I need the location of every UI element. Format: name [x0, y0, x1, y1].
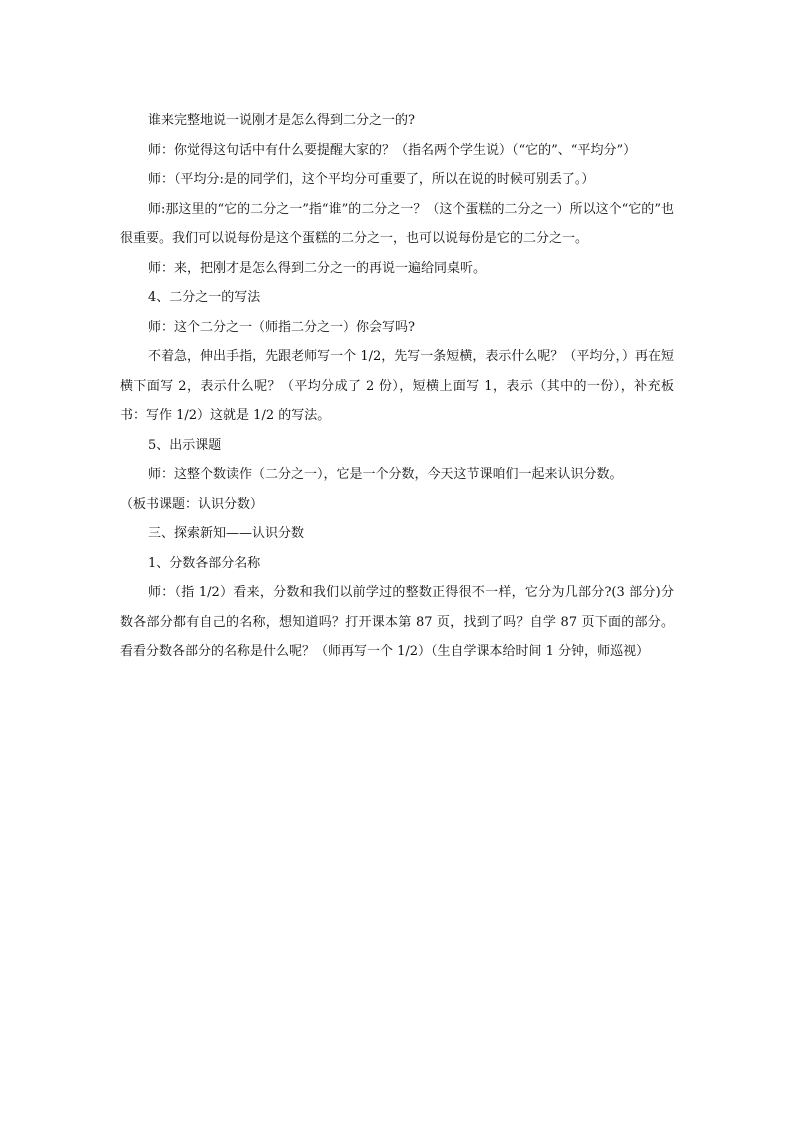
section-heading-show-topic: 5、出示课题 [148, 437, 222, 453]
section-heading-writing-half: 4、二分之一的写法 [148, 290, 261, 305]
paragraph-teacher-read-as: 师：这整个数读作（二分之一），它是一个分数，今天这节课咱们一起来认识分数。 [148, 467, 623, 482]
paragraph-question: 谁来完整地说一说刚才是怎么得到二分之一的? [148, 113, 415, 128]
paragraph-teacher-tell-partner: 师：来，把刚才是怎么得到二分之一的再说一遍给同桌听。 [148, 260, 487, 276]
section-heading-explore: 三、探索新知——认识分数 [148, 526, 305, 541]
paragraph-teacher-average: 师：（平均分:是的同学们，这个平均分可重要了，所以在说的时候可别丢了。） [148, 172, 595, 187]
paragraph-teacher-reminder: 师：你觉得这句话中有什么要提醒大家的？（指名两个学生说）（“它的”、“平均分”） [148, 142, 637, 158]
document-body [120, 106, 674, 667]
paragraph-teacher-fraction-parts: 师：（指 1/2）看来，分数和我们以前学过的整数正得很不一样，它分为几部分?(3 部分)分数各部分都有自己的名称，想知道吗？打开课本第 87 页，找到了吗？自学 87 页下面的部分。看看分数各部分的名称是什么呢？（师再写一个 1/2）（生自学课本给时间 1 分钟，师巡视） [120, 585, 674, 659]
section-heading-fraction-parts: 1、分数各部分名称 [148, 555, 261, 571]
paragraph-writing-steps: 不着急，伸出手指，先跟老师写一个 1/2，先写一条短横，表示什么呢？（平均分，）再在短横下面写 2，表示什么呢？（平均分成了 2 份），短横上面写 1，表示（其中的一份），补充板书：写作 1/2）这就是 1/2 的写法。 [120, 349, 674, 423]
paragraph-board-topic: （板书课题：认识分数） [120, 496, 264, 512]
paragraph-teacher-can-write: 师：这个二分之一（师指二分之一）你会写吗? [148, 319, 415, 335]
paragraph-teacher-its-half: 师:那这里的“它的二分之一”指“谁”的二分之一？（这个蛋糕的二分之一）所以这个“它的”也很重要。我们可以说每份是这个蛋糕的二分之一，也可以说每份是它的二分之一。 [120, 201, 674, 246]
